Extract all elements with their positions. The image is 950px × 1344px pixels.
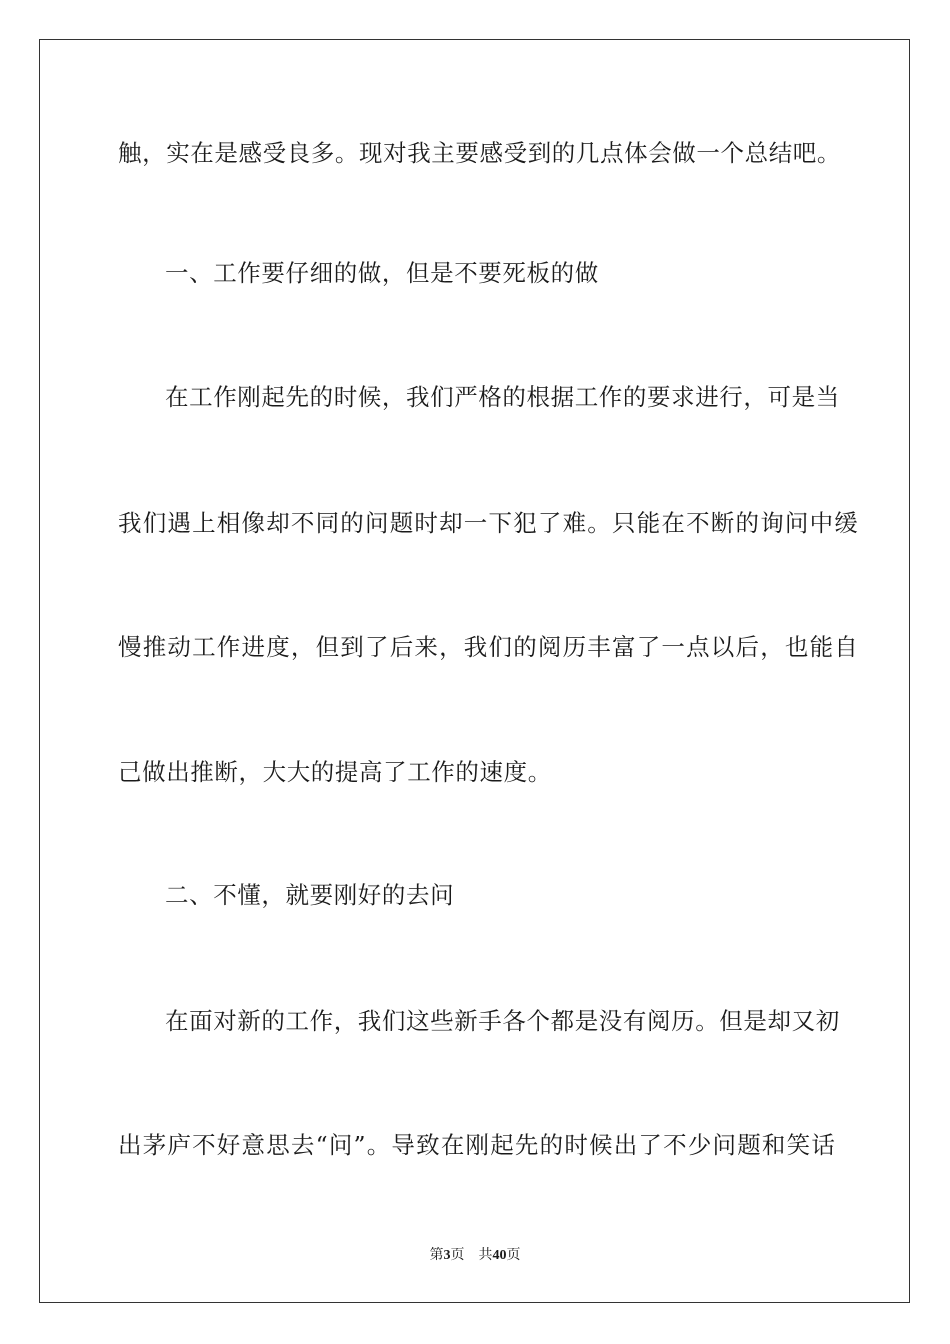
page-number: 3 [443,1248,451,1263]
body-text-line: 出茅庐不好意思去“问”。导致在刚起先的时候出了不少问题和笑话 [118,1131,837,1159]
section-heading: 二、不懂，就要刚好的去问 [165,881,455,909]
section-heading: 一、工作要仔细的做，但是不要死板的做 [165,259,599,287]
page-suffix: 页 [450,1248,465,1263]
body-text-line: 我们遇上相像却不同的问题时却一下犯了难。只能在不断的询问中缓 [118,509,859,537]
body-text-line: 己做出推断，大大的提高了工作的速度。 [118,758,552,786]
total-pages: 40 [492,1248,507,1263]
page-border [39,39,910,1303]
body-text-line: 慢推动工作进度，但到了后来，我们的阅历丰富了一点以后，也能自 [118,633,859,661]
body-text-line: 在面对新的工作，我们这些新手各个都是没有阅历。但是却又初 [165,1007,840,1035]
total-suffix: 页 [506,1248,521,1263]
page-prefix: 第 [429,1248,444,1263]
body-text-line: 触，实在是感受良多。现对我主要感受到的几点体会做一个总结吧。 [118,139,841,167]
total-prefix: 共 [478,1248,493,1263]
page-footer [0,1247,950,1265]
body-text-line: 在工作刚起先的时候，我们严格的根据工作的要求进行，可是当 [165,383,840,411]
